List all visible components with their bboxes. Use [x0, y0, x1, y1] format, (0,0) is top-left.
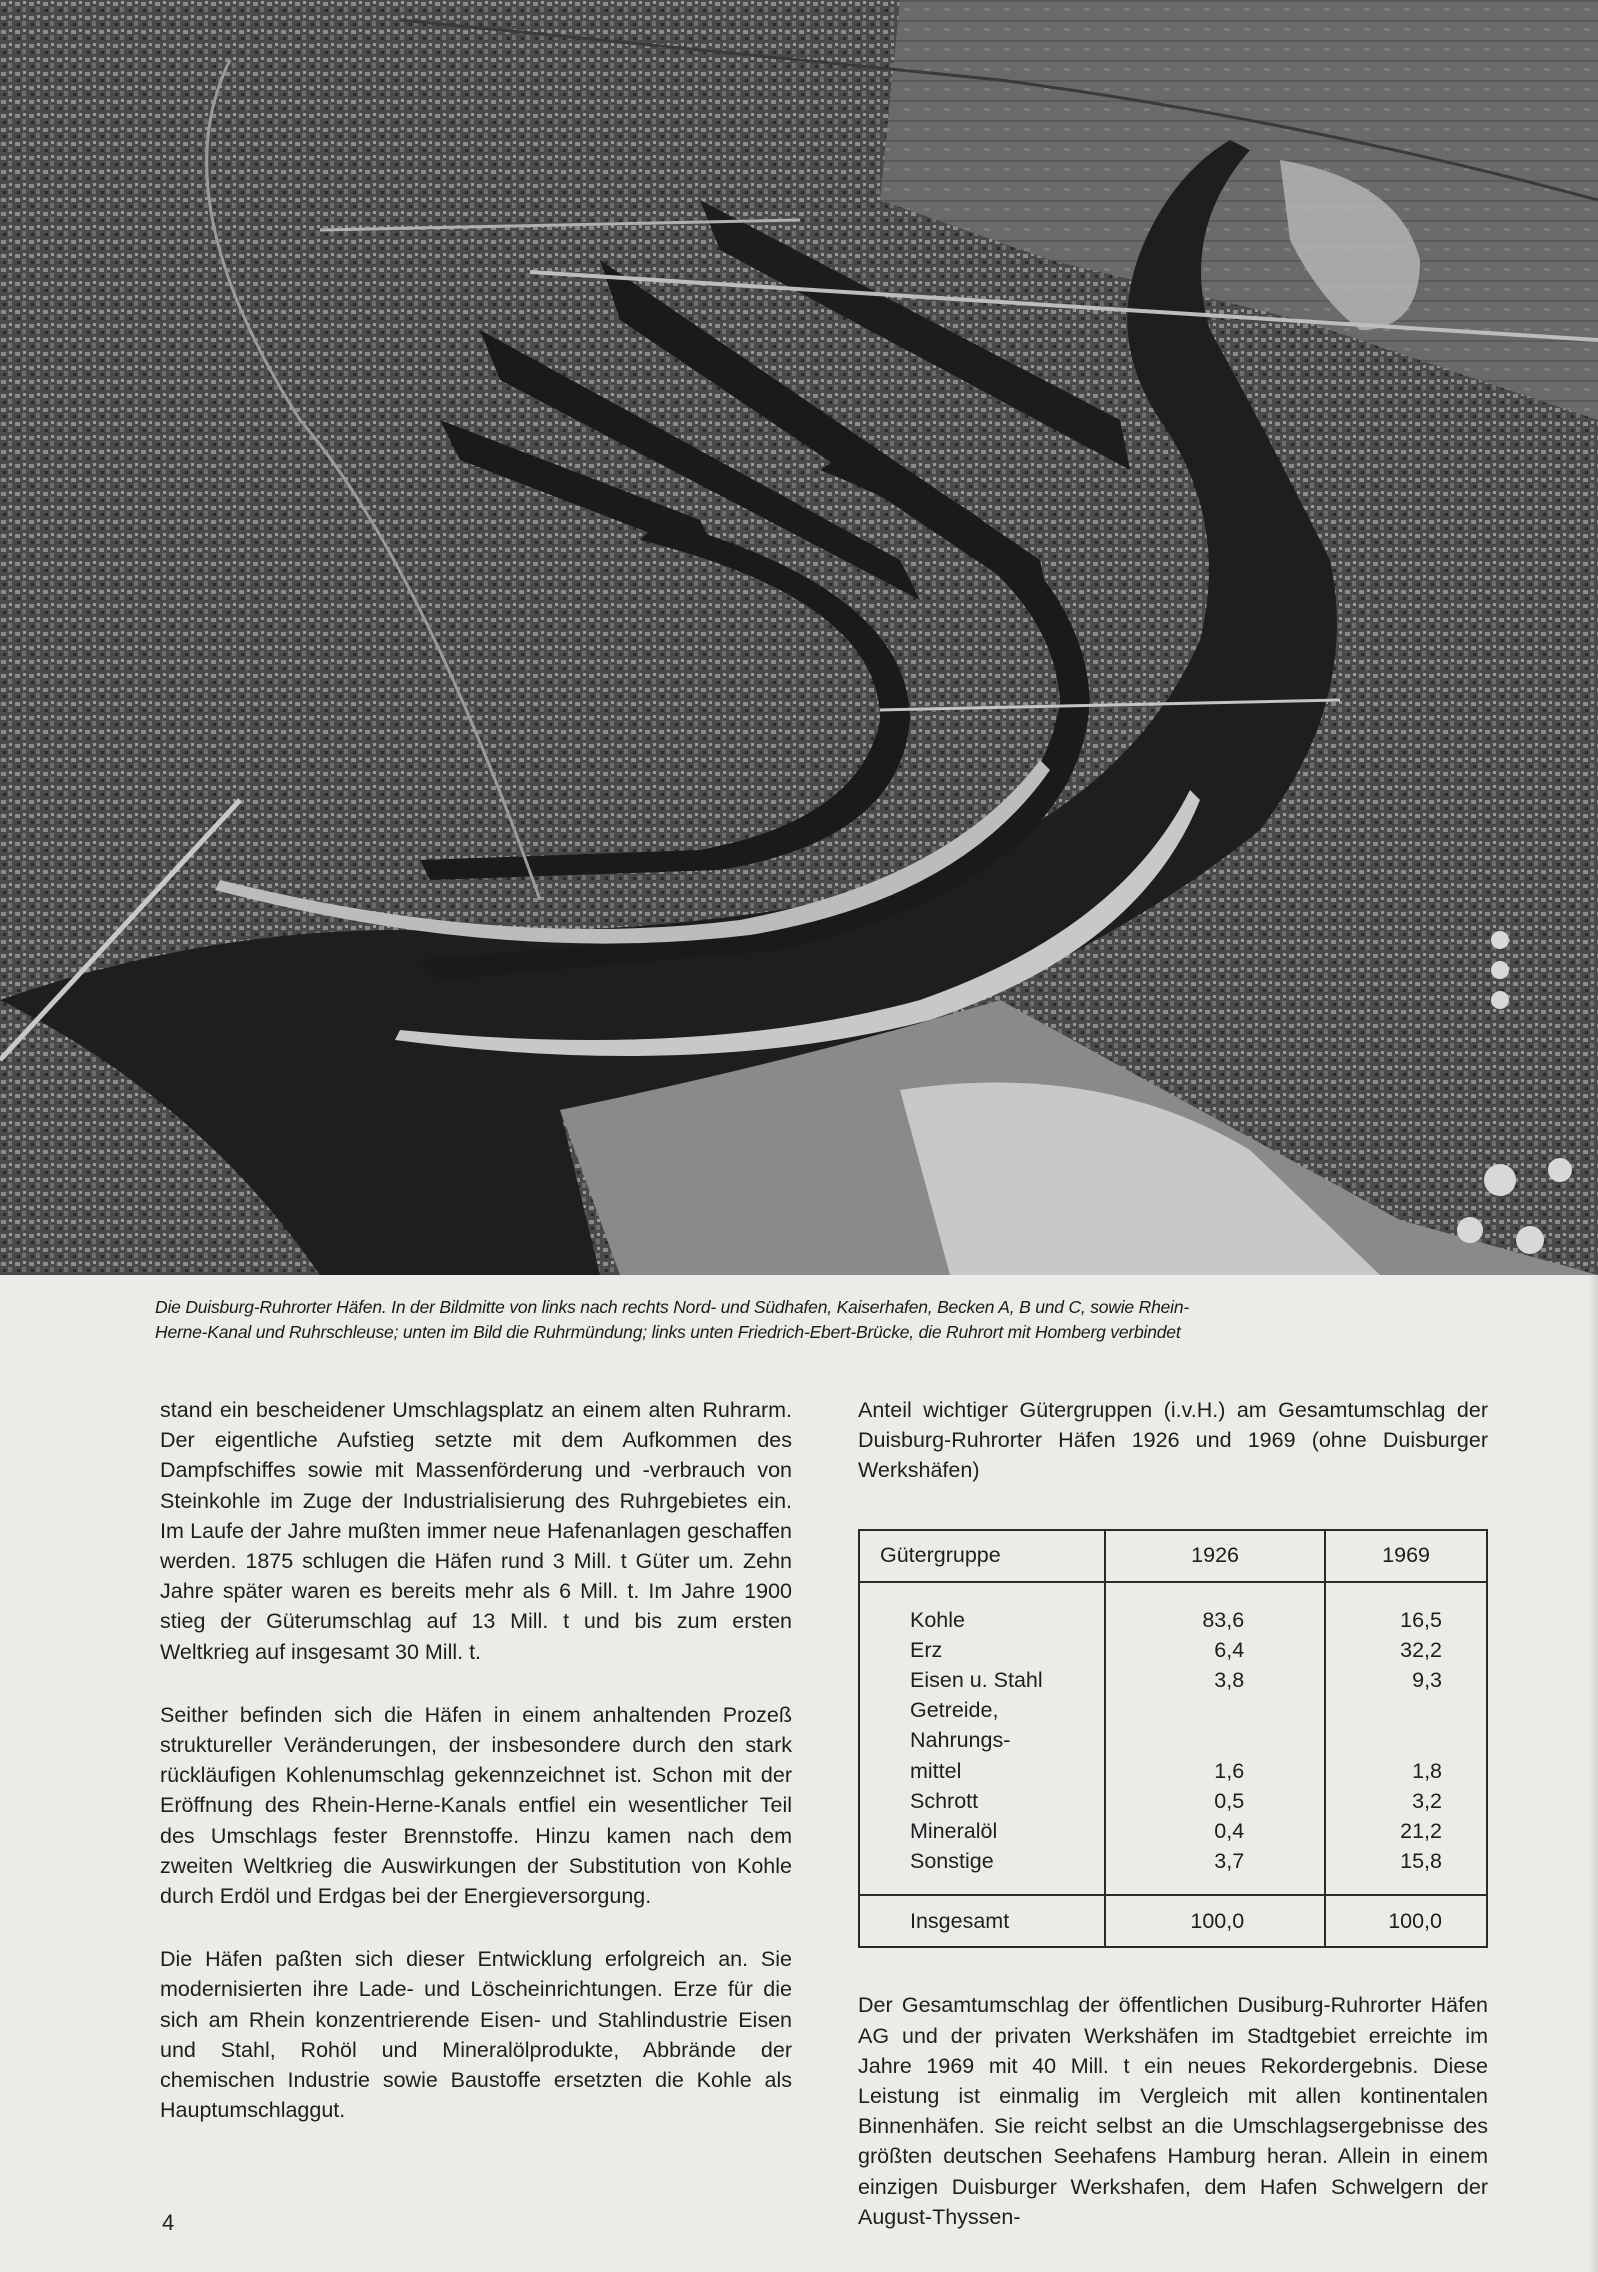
paragraph-history: stand ein bescheidener Umschlagsplatz an einem alten Ruhrarm. Der eigentliche Aufstieg setzte mit dem Aufkommen des Dampfschiffes sowie mit Massenförderung und -verbrauch von Steinkohle im Zuge der Industrialisierung des Ruhrgebietes ein. Im Laufe der Jahre mußten immer neue Hafenanlagen geschaffen werden. 1875 schlugen die Häfen rund 3 Mill. t Güter um. Zehn Jahre später waren es bereits mehr als 6 Mill. t. Im Jahre 1900 stieg der Güterumschlag auf 13 Mill. t und bis zum ersten Weltkrieg auf insgesamt 30 Mill. t. — [160, 1398, 792, 1664]
right-text-column — [858, 1395, 1488, 2265]
row-name: Kohle — [859, 1582, 1105, 1635]
goods-share-table — [858, 1529, 1488, 1949]
table-title: Anteil wichtiger Gütergruppen (i.v.H.) am Gesamtumschlag der Duisburg-Ruhrorter Häfen 1926 und 1969 (ohne Duisburger Werkshäfen) — [858, 1398, 1488, 1483]
row-value-1969 — [1325, 1695, 1487, 1755]
row-value-1926: 1,6 — [1105, 1756, 1325, 1786]
row-value-1926: 0,4 — [1105, 1816, 1325, 1846]
row-value-1969: 21,2 — [1325, 1816, 1487, 1846]
row-value-1926 — [1105, 1695, 1325, 1755]
row-value-1969: 15,8 — [1325, 1846, 1487, 1895]
row-value-1926: 83,6 — [1105, 1582, 1325, 1635]
row-name: Getreide, Nahrungs- — [859, 1695, 1105, 1755]
table-row — [859, 1582, 1487, 1635]
table-row — [859, 1756, 1487, 1786]
header-goods-group: Gütergruppe — [859, 1530, 1105, 1582]
total-1969: 100,0 — [1325, 1895, 1487, 1947]
row-value-1926: 6,4 — [1105, 1635, 1325, 1665]
photo-caption — [155, 1295, 1540, 1345]
paragraph-adaptation: Die Häfen paßten sich dieser Entwicklung erfolgreich an. Sie modernisierten ihre Lade- und Löscheinrichtungen. Erze für die sich am Rhein konzentrierende Eisen- und Stahlindustrie Eisen und Stahl, Rohöl und Mineralölprodukte, Abbrände der chemischen Industrie sowie Baustoffe ersetzten die Kohle als Hauptumschlaggut. — [160, 1947, 792, 2123]
table-row — [859, 1665, 1487, 1695]
page-number: 4 — [162, 2210, 175, 2235]
total-1926: 100,0 — [1105, 1895, 1325, 1947]
row-value-1969: 1,8 — [1325, 1756, 1487, 1786]
table-row — [859, 1695, 1487, 1755]
table-row — [859, 1635, 1487, 1665]
table-row — [859, 1846, 1487, 1895]
row-name: Eisen u. Stahl — [859, 1665, 1105, 1695]
row-value-1969: 9,3 — [1325, 1665, 1487, 1695]
caption-line-1: Die Duisburg-Ruhrorter Häfen. In der Bildmitte von links nach rechts Nord- und Südhafen, Kaiserhafen, Becken A, B und C, sowie Rhein- — [155, 1297, 1189, 1317]
paragraph-record-result: Der Gesamtumschlag der öffentlichen Dusiburg-Ruhrorter Häfen AG und der privaten Werkshäfen im Stadtgebiet erreichte im Jahre 1969 mit 40 Mill. t ein neues Rekordergebnis. Diese Leistung ist einmalig im Vergleich mit allen kontinentalen Binnenhäfen. Sie reicht selbst an die Umschlagsergebnisse des größten deutschen Seehafens Hamburg heran. Allein in einem einzigen Duisburger Werkshafen, dem Hafen Schwelgern der August-Thyssen- — [858, 1993, 1488, 2229]
row-value-1926: 3,8 — [1105, 1665, 1325, 1695]
row-value-1926: 0,5 — [1105, 1786, 1325, 1816]
row-name: Mineralöl — [859, 1816, 1105, 1846]
row-value-1969: 32,2 — [1325, 1635, 1487, 1665]
row-value-1969: 3,2 — [1325, 1786, 1487, 1816]
row-value-1969: 16,5 — [1325, 1582, 1487, 1635]
paragraph-structural-change: Seither befinden sich die Häfen in einem anhaltenden Prozeß struktureller Veränderungen, der insbesondere durch den stark rückläufigen Kohlenumschlag gekennzeichnet ist. Schon mit der Eröffnung des Rhein-Herne-Kanals entfiel ein wesentlicher Teil des Umschlags fester Brennstoffe. Hinzu kamen nach dem zweiten Weltkrieg die Auswirkungen der Substitution von Kohle durch Erdöl und Erdgas bei der Energieversorgung. — [160, 1702, 792, 1909]
table-row — [859, 1786, 1487, 1816]
left-text-column — [160, 1395, 792, 2158]
header-1969: 1969 — [1325, 1530, 1487, 1582]
row-name: Schrott — [859, 1786, 1105, 1816]
table-header-row — [859, 1530, 1487, 1582]
page-edge-shadow — [1588, 1275, 1598, 2272]
table-total-row — [859, 1895, 1487, 1947]
header-1926: 1926 — [1105, 1530, 1325, 1582]
table-row — [859, 1816, 1487, 1846]
row-name: Sonstige — [859, 1846, 1105, 1895]
caption-line-2: Herne-Kanal und Ruhrschleuse; unten im Bild die Ruhrmündung; links unten Friedrich-Ebert-Brücke, die Ruhrort mit Homberg verbindet — [155, 1322, 1181, 1342]
total-label: Insgesamt — [859, 1895, 1105, 1947]
row-name: Erz — [859, 1635, 1105, 1665]
row-value-1926: 3,7 — [1105, 1846, 1325, 1895]
row-name: mittel — [859, 1756, 1105, 1786]
